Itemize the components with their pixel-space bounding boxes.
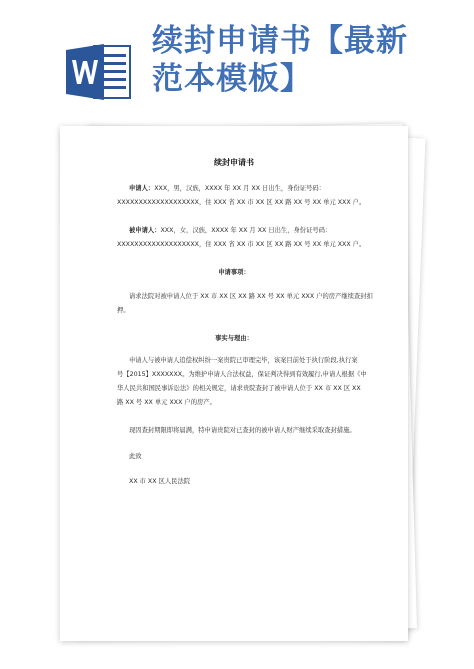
word-icon (66, 42, 132, 102)
facts-p2: 现因查封期限即将届满，特申请贵院对已查封的被申请人财产继续采取查封措施。 (129, 427, 356, 434)
matters-heading: 申请事项： (218, 269, 250, 276)
respondent-line2: XXXXXXXXXXXXXXXXXXX，住 XXX 省 XX 市 XX 区 XX 路 XX 号 XX 单元 XXX 户。 (117, 241, 366, 248)
closing-text: 此致 (129, 453, 142, 460)
respondent-label: 被申请人： (129, 227, 161, 234)
closing-block (117, 450, 389, 464)
facts-paragraph-2 (117, 424, 389, 438)
applicant-label: 申请人： (129, 185, 155, 192)
facts-p1-line1: 申请人与被申请人追偿权纠纷一案贵院已审理完毕，该案目前处于执行阶段,执行案 (129, 357, 358, 364)
facts-paragraph-1 (117, 354, 389, 410)
matters-line2: 押。 (117, 307, 130, 314)
respondent-block (117, 224, 389, 252)
applicant-block (117, 182, 389, 210)
banner-title-line2: 范本模板】 (152, 61, 312, 97)
document-title: 续封申请书 (214, 158, 254, 167)
respondent-line1: XXX，女，汉族，XXXX 年 XX 月 XX 日出生，身份证号码： (160, 227, 332, 234)
banner-title-line1: 续封申请书【最新 (152, 23, 408, 59)
matters-block (117, 290, 389, 318)
matters-line1: 请求法院对被申请人位于 XX 市 XX 区 XX 路 XX 号 XX 单元 XXX 户的房产继续查封扣 (129, 293, 373, 300)
applicant-line1: XXX，男，汉族，XXXX 年 XX 月 XX 日出生，身份证号码： (154, 185, 325, 192)
facts-p1-line3: 华人民共和国民事诉讼法》的相关规定，请求贵院查封了被申请人位于 XX 市 XX 区 XX (117, 385, 361, 392)
court-name: XX 市 XX 区人民法院 (129, 478, 191, 485)
banner-title (152, 22, 462, 98)
facts-p1-line4: 路 XX 号 XX 单元 XXX 户的房产。 (117, 399, 216, 406)
court-block (117, 475, 389, 489)
facts-heading: 事实与理由： (215, 335, 253, 342)
applicant-line2: XXXXXXXXXXXXXXXXXXX，住 XXX 省 XX 市 XX 区 XX 路 XX 号 XX 单元 XXX 户。 (117, 199, 366, 206)
facts-p1-line2: 号【2015】XXXXXXX。为维护申请人合法权益，保证判决得到有效履行,申请人根据《中 (117, 371, 367, 378)
document-page (60, 126, 408, 641)
